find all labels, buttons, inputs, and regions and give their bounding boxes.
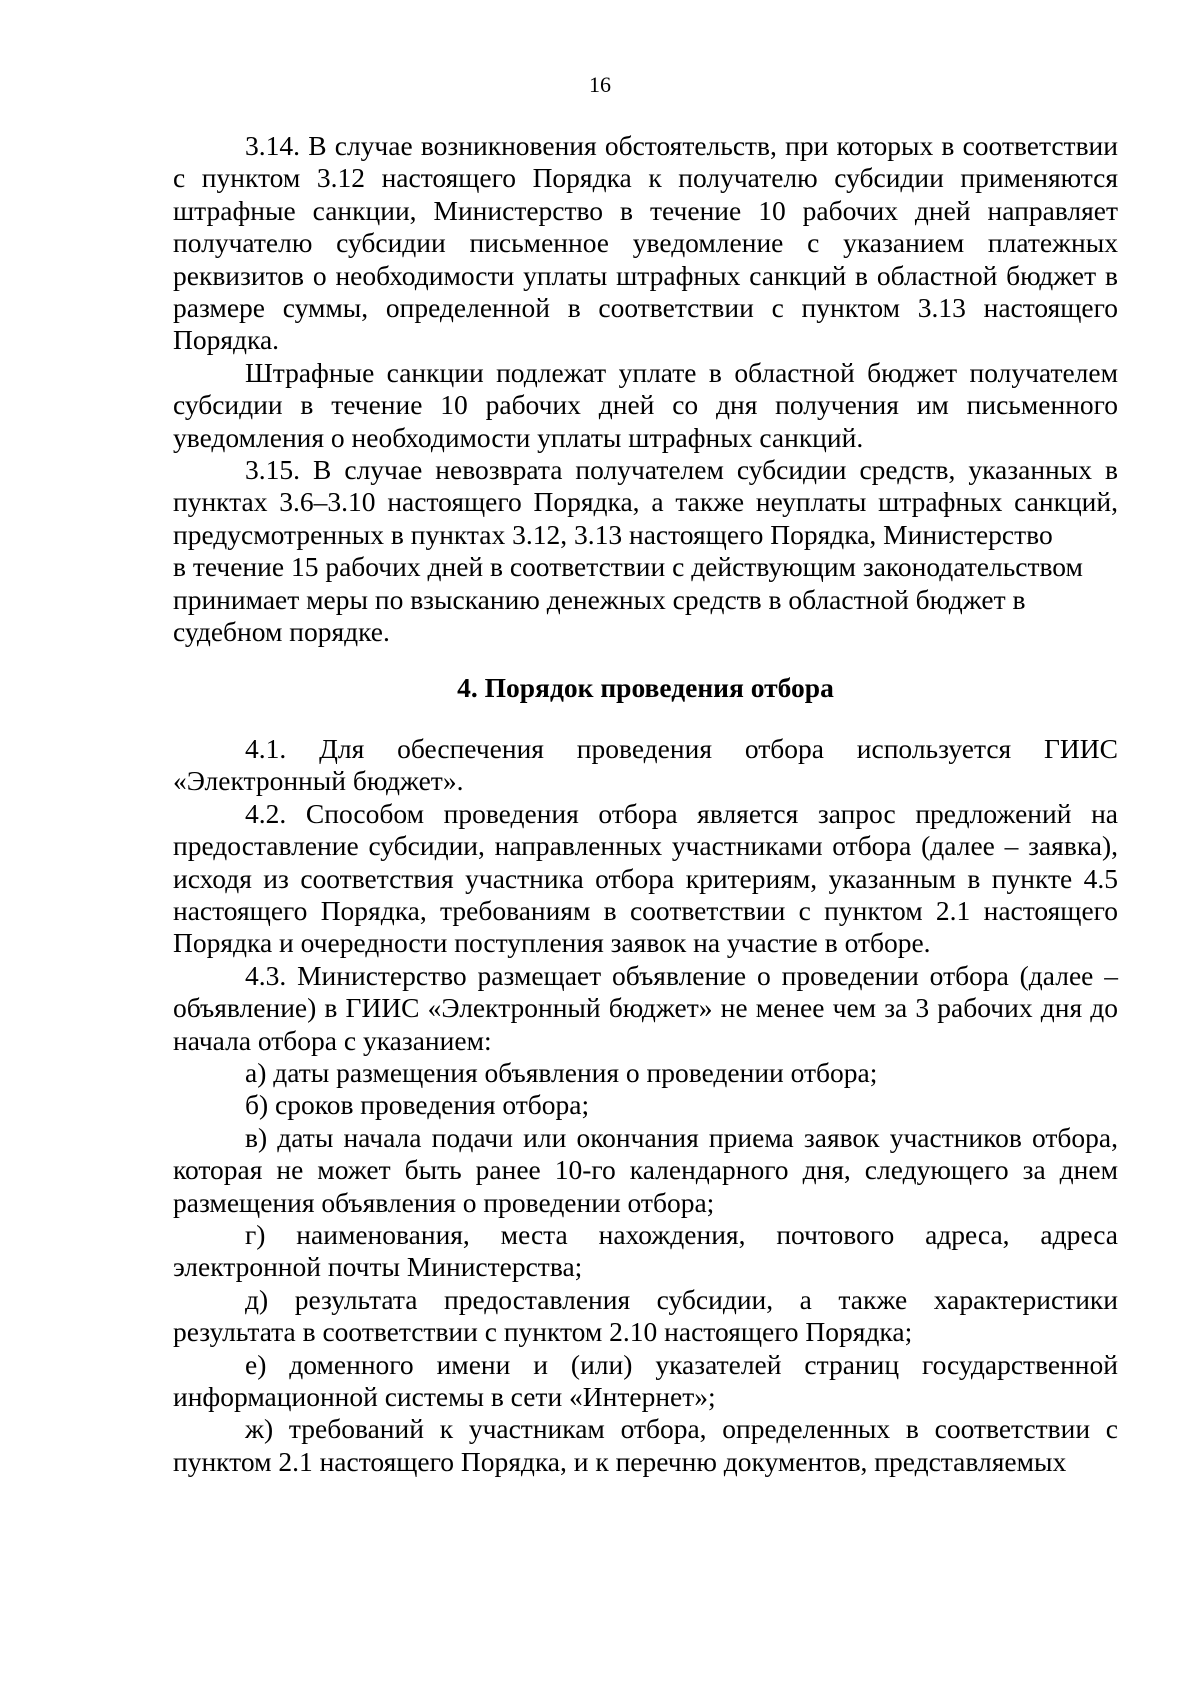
- paragraph-4-1: 4.1. Для обеспечения проведения отбора используется ГИИС «Электронный бюджет».: [173, 732, 1118, 797]
- list-item-b: б) сроков проведения отбора;: [245, 1089, 590, 1121]
- document-body: [173, 130, 1118, 1478]
- list-item-d: д) результата предоставления субсидии, а также характеристики результата в соответствии с пунктом 2.10 настоящего Порядка;: [173, 1283, 1118, 1348]
- paragraph-penalty-payment: Штрафные санкции подлежат уплате в областной бюджет получателем субсидии в течение 10 рабочих дней со дня получения им письменного уведомления о необходимости уплаты штрафных санкций.: [173, 356, 1118, 453]
- list-item-g: г) наименования, места нахождения, почтового адреса, адреса электронной почты Министерства;: [173, 1219, 1118, 1283]
- section-heading-4: 4. Порядок проведения отбора: [457, 671, 834, 703]
- paragraph-4-2: 4.2. Способом проведения отбора является запрос предложений на предоставление субсидии, направленных участниками отбора (далее – заявка), исходя из соответствия участника отбора критериям, указанным в пункте 4.5 настоящего Порядка, требованиям в соответствии с пунктом 2.1 настоящего Порядка и очередности поступления заявок на участие в отборе.: [173, 797, 1118, 959]
- paragraph-4-3: 4.3. Министерство размещает объявление о проведении отбора (далее – объявление) в ГИИС «Электронный бюджет» не менее чем за 3 рабочих дня до начала отбора с указанием:: [173, 959, 1118, 1056]
- list-item-v: в) даты начала подачи или окончания приема заявок участников отбора, которая не может быть ранее 10-го календарного дня, следующего за днем размещения объявления о проведении отбора;: [173, 1121, 1118, 1218]
- list-item-zh: ж) требований к участникам отбора, определенных в соответствии с пунктом 2.1 настоящего Порядка, и к перечню документов, представляемых: [173, 1413, 1118, 1477]
- list-item-e: е) доменного имени и (или) указателей страниц государственной информационной системы в сети «Интернет»;: [173, 1348, 1118, 1413]
- list-item-a: а) даты размещения объявления о проведении отбора;: [245, 1056, 878, 1088]
- paragraph-3-15-continuation: в течение 15 рабочих дней в соответствии с действующим законодательством принимает меры по взысканию денежных средств в областной бюджет в судебном порядке.: [173, 551, 1083, 648]
- paragraph-3-15: 3.15. В случае невозврата получателем субсидии средств, указанных в пунктах 3.6–3.10 настоящего Порядка, а также неуплаты штрафных санкций, предусмотренных в пунктах 3.12, 3.13 настоящего Порядка, Министерство: [173, 454, 1118, 550]
- page-number: 16: [589, 72, 611, 97]
- paragraph-3-14: 3.14. В случае возникновения обстоятельств, при которых в соответствии с пунктом 3.12 настоящего Порядка к получателю субсидии применяются штрафные санкции, Министерство в течение 10 рабочих дней направляет получателю субсидии письменное уведомление с указанием платежных реквизитов о необходимости уплаты штрафных санкций в областной бюджет в размере суммы, определенной в соответствии с пунктом 3.13 настоящего Порядка.: [173, 130, 1118, 356]
